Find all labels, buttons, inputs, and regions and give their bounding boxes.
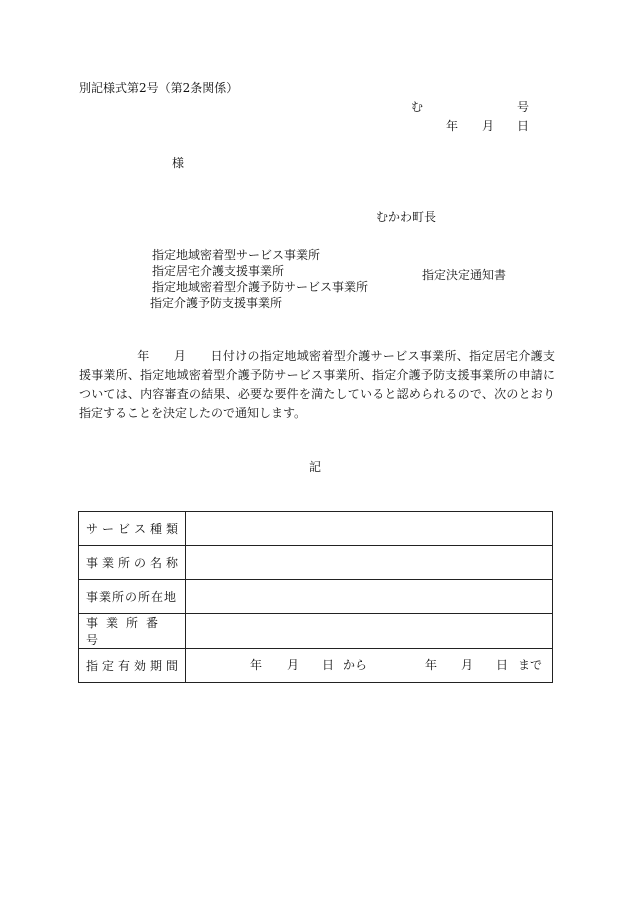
office-address-label: 事業所の所在地 bbox=[79, 580, 186, 614]
addressee-honorific: 様 bbox=[172, 156, 185, 170]
office-address-value bbox=[186, 580, 553, 614]
office-number-value bbox=[186, 614, 553, 649]
service-type-value bbox=[186, 512, 553, 546]
subject-item: 指定地域密着型介護予防サービス事業所 bbox=[152, 280, 369, 294]
subject-list bbox=[152, 247, 368, 311]
to-year: 年 bbox=[425, 658, 438, 672]
issue-date-year: 年 bbox=[446, 119, 459, 133]
office-name-value bbox=[186, 546, 553, 580]
to-day: 日 bbox=[496, 658, 509, 672]
form-label: 別記様式第2号（第2条関係） bbox=[79, 81, 239, 95]
document-number-suffix: 号 bbox=[517, 100, 530, 114]
table-row bbox=[79, 546, 553, 580]
sender: むかわ町長 bbox=[376, 210, 437, 224]
document-number-prefix: む bbox=[411, 100, 424, 114]
body-text: 日付けの指定地域密着型介護サービス事業所、指定居宅介護支援事業所、指定地域密着型介護予防サービス事業所、指定介護予防支援事業所の申請については、内容審査の結果、必要な要件を満たしていると認められるので、次のとおり指定することを決定したので通知します。 bbox=[79, 349, 555, 420]
from-text: から bbox=[343, 658, 368, 672]
details-table bbox=[78, 511, 553, 683]
subject-item: 指定介護予防支援事業所 bbox=[150, 296, 283, 310]
office-name-label: 事業所の名称 bbox=[79, 546, 186, 580]
from-year: 年 bbox=[250, 658, 263, 672]
document-title: 指定決定通知書 bbox=[422, 268, 507, 282]
table-row bbox=[79, 512, 553, 546]
from-day: 日 bbox=[322, 658, 335, 672]
service-type-label: サービス種類 bbox=[79, 512, 186, 546]
ki-heading: 記 bbox=[309, 460, 322, 474]
to-text: まで bbox=[518, 658, 543, 672]
table-row bbox=[79, 649, 553, 683]
office-number-label: 事業所番号 bbox=[79, 614, 186, 649]
validity-period-value bbox=[186, 649, 553, 683]
to-month: 月 bbox=[461, 658, 474, 672]
body-paragraph bbox=[79, 347, 555, 423]
from-month: 月 bbox=[287, 658, 300, 672]
table-row bbox=[79, 614, 553, 649]
issue-date-day: 日 bbox=[517, 119, 530, 133]
validity-period-label: 指定有効期間 bbox=[79, 649, 186, 683]
issue-date-month: 月 bbox=[482, 119, 495, 133]
subject-item: 指定地域密着型サービス事業所 bbox=[152, 248, 321, 262]
table-row bbox=[79, 580, 553, 614]
subject-item: 指定居宅介護支援事業所 bbox=[152, 264, 285, 278]
body-month: 月 bbox=[173, 349, 187, 363]
body-year: 年 bbox=[137, 349, 150, 363]
